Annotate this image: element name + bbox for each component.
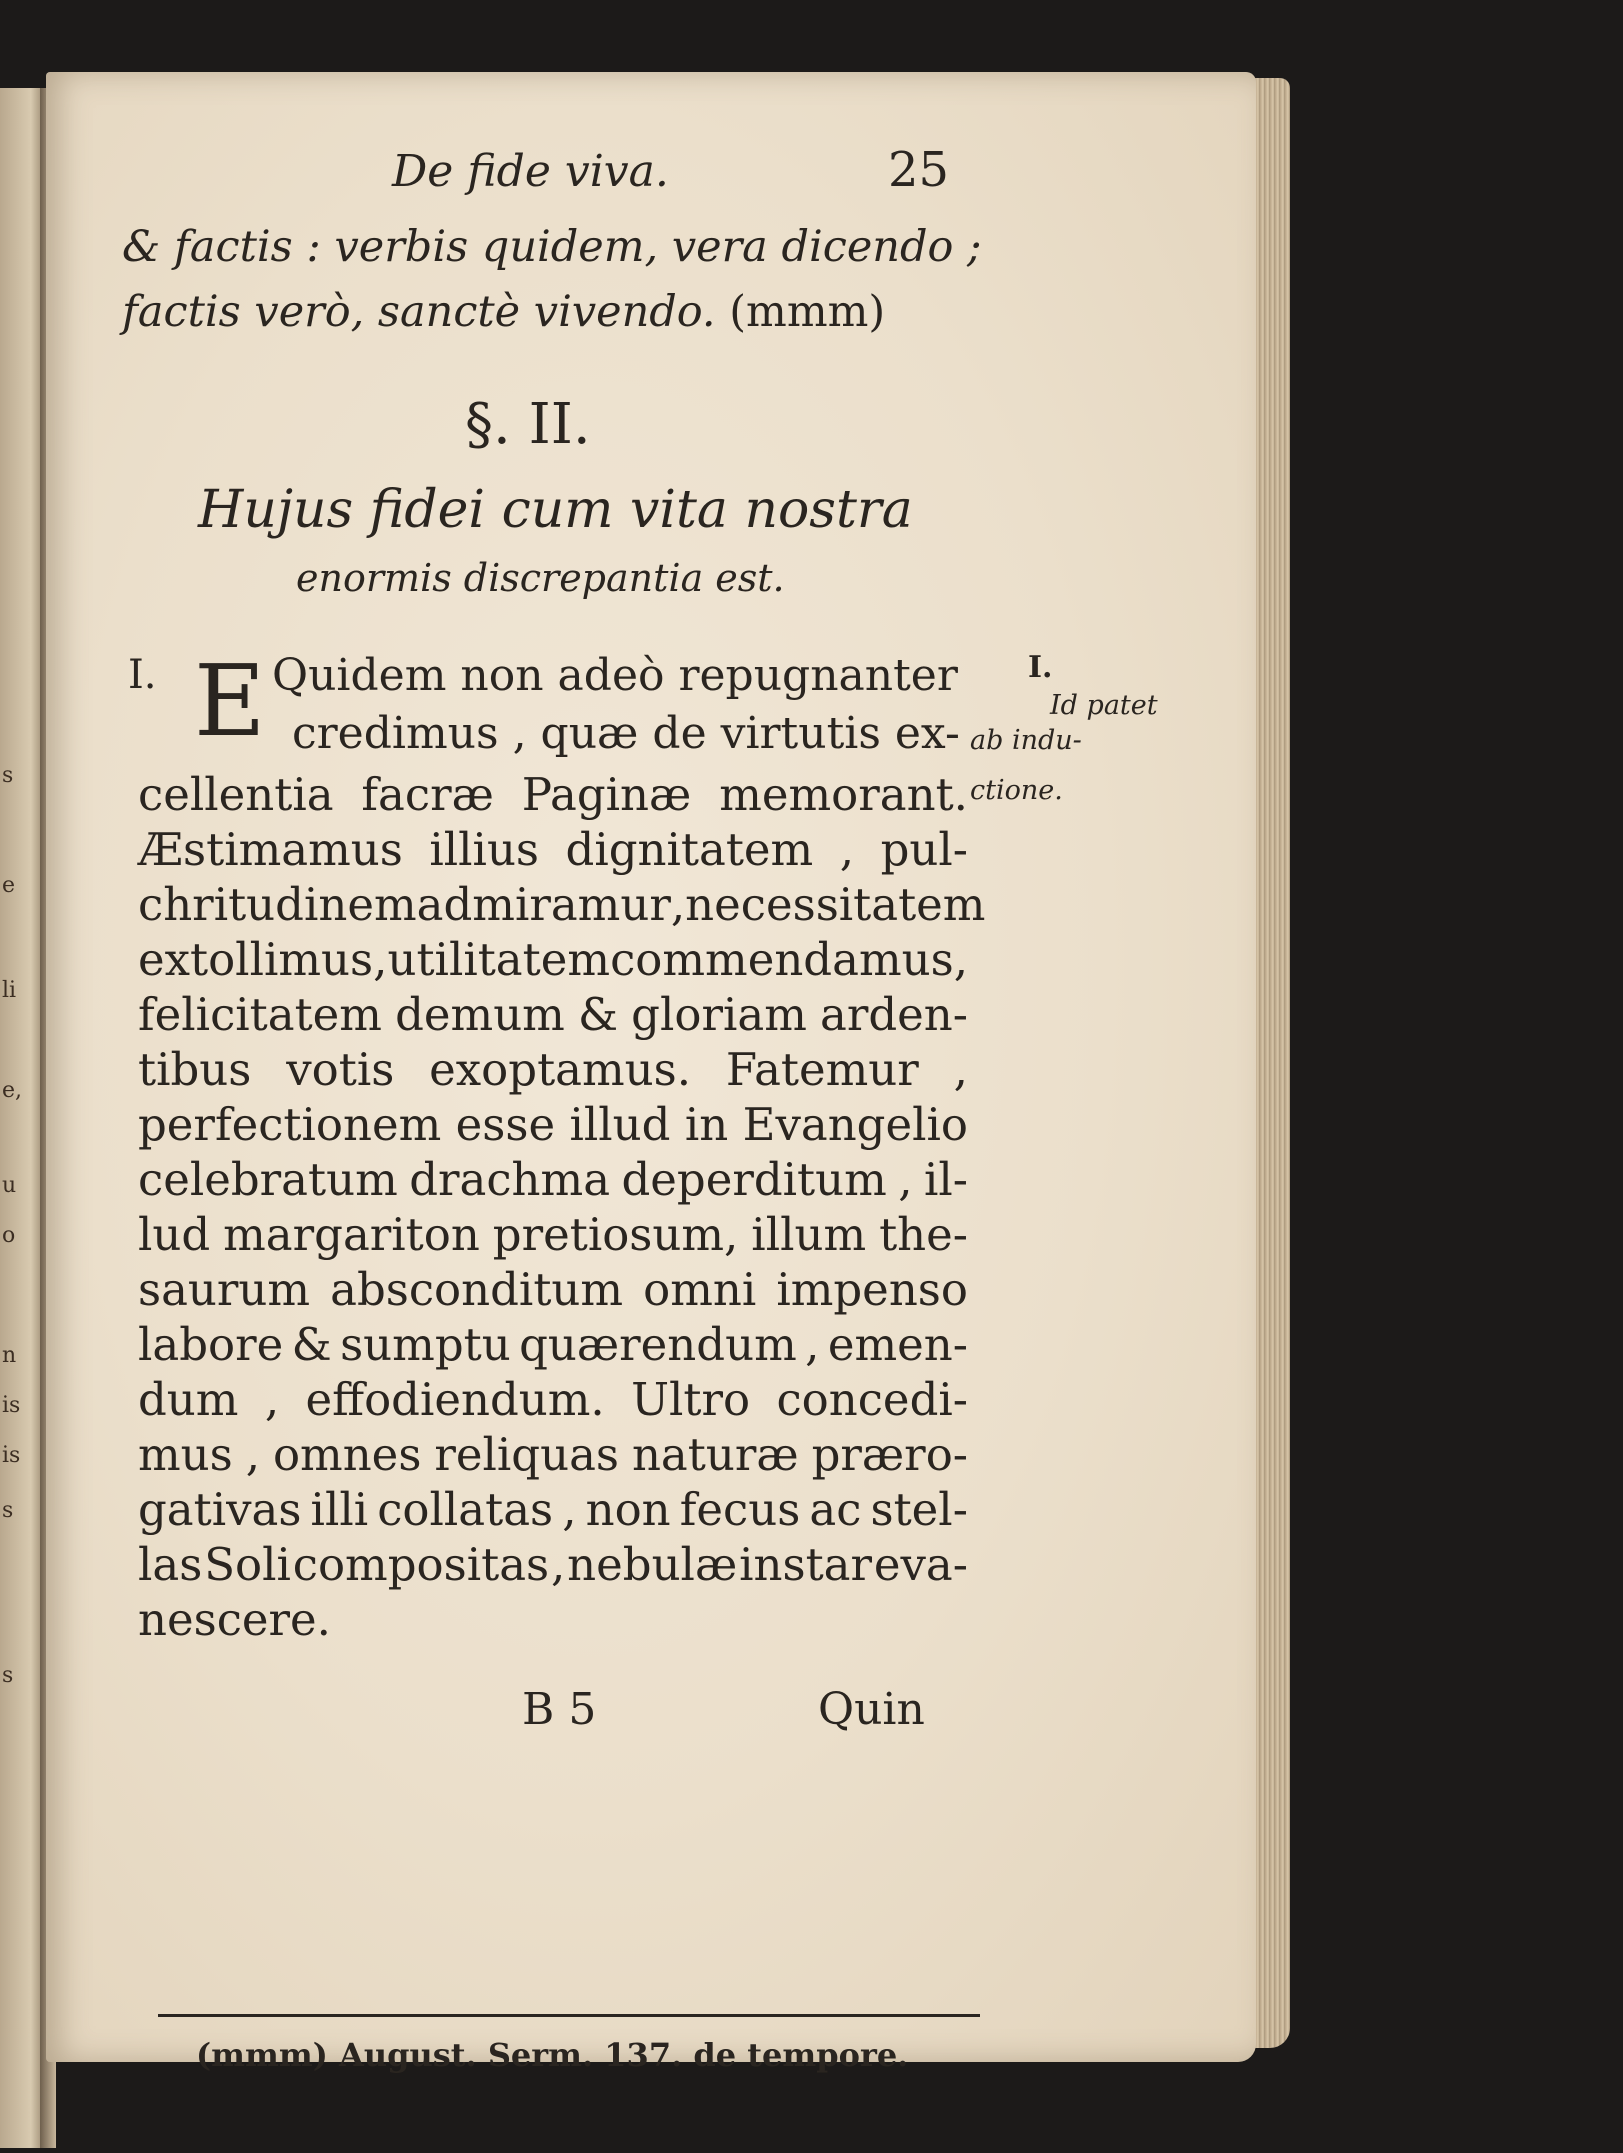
section-title: Hujus fidei cum vita nostra bbox=[198, 480, 913, 540]
left-page-fragment: li bbox=[2, 978, 17, 1003]
word: Soli bbox=[204, 1538, 291, 1591]
word: fecus bbox=[679, 1483, 801, 1536]
word: dignitatem bbox=[565, 823, 814, 876]
word: felicitatem bbox=[138, 988, 382, 1041]
signature-mark: B 5 bbox=[522, 1684, 597, 1735]
paragraph-line bbox=[138, 1098, 968, 1151]
catchword: Quin bbox=[818, 1684, 925, 1735]
word: perfectionem bbox=[138, 1098, 442, 1151]
word: quærendum bbox=[519, 1318, 797, 1371]
word: emen- bbox=[827, 1318, 968, 1371]
word: commendamus, bbox=[610, 933, 968, 986]
word: collatas bbox=[377, 1483, 554, 1536]
paragraph-line bbox=[138, 1153, 968, 1206]
word: , bbox=[670, 878, 686, 931]
word: pretiosum, bbox=[492, 1208, 739, 1261]
section-number: §. II. bbox=[465, 392, 591, 457]
word: votis bbox=[286, 1043, 395, 1096]
margin-note-number: I. bbox=[1028, 650, 1053, 685]
word: compositas bbox=[292, 1538, 550, 1591]
word: præro- bbox=[811, 1428, 968, 1481]
paragraph-line bbox=[138, 1593, 968, 1646]
page-number: 25 bbox=[888, 142, 950, 198]
word: lud bbox=[138, 1208, 211, 1261]
word: facræ bbox=[361, 768, 494, 821]
word: ac bbox=[809, 1483, 862, 1536]
word: saurum bbox=[138, 1263, 311, 1316]
word: illud bbox=[569, 1098, 671, 1151]
paragraph-line bbox=[138, 988, 968, 1041]
word: las bbox=[138, 1538, 203, 1591]
word: arden- bbox=[820, 988, 968, 1041]
paragraph-line bbox=[138, 768, 968, 821]
word: necessitatem bbox=[685, 878, 986, 931]
word: , bbox=[898, 1153, 913, 1206]
word: illum bbox=[751, 1208, 867, 1261]
word: gativas bbox=[138, 1483, 302, 1536]
footnote: (mmm) August. Serm. 137. de tempore. bbox=[196, 2036, 909, 2074]
word: impenso bbox=[776, 1263, 968, 1316]
opening-line-text: factis verò, sanctè vivendo. bbox=[122, 287, 716, 337]
paragraph-line bbox=[138, 1208, 968, 1261]
left-page-fragment: s bbox=[2, 1498, 14, 1523]
word: Paginæ bbox=[521, 768, 692, 821]
paragraph-line: credimus , quæ de virtutis ex- bbox=[292, 708, 960, 759]
word: exoptamus. bbox=[429, 1043, 692, 1096]
word: concedi- bbox=[776, 1373, 968, 1426]
margin-note-line: ctione. bbox=[970, 775, 1063, 806]
paragraph-line bbox=[138, 1538, 968, 1591]
word: margariton bbox=[223, 1208, 480, 1261]
word: Evangelio bbox=[742, 1098, 968, 1151]
paragraph-line: Quidem non adeò repugnanter bbox=[272, 650, 958, 701]
drop-cap: E bbox=[194, 645, 266, 759]
word: stel- bbox=[870, 1483, 968, 1536]
word: & bbox=[577, 988, 619, 1041]
section-subtitle: enormis discrepantia est. bbox=[296, 556, 785, 600]
word: , bbox=[550, 1538, 566, 1591]
left-page-fragment: u bbox=[2, 1173, 17, 1198]
word: pul- bbox=[880, 823, 968, 876]
word: drachma bbox=[409, 1153, 611, 1206]
word: in bbox=[684, 1098, 729, 1151]
opening-line: & factis : verbis quidem, vera dicendo ; bbox=[122, 222, 982, 272]
paragraph-line bbox=[138, 1483, 968, 1536]
word: dum bbox=[138, 1373, 239, 1426]
left-page-fragment: s bbox=[2, 1663, 14, 1688]
paragraph-line bbox=[138, 823, 968, 876]
word: labore bbox=[138, 1318, 284, 1371]
word: illius bbox=[429, 823, 540, 876]
word: deperditum bbox=[621, 1153, 887, 1206]
left-page-fragment: s bbox=[2, 763, 14, 788]
opening-line bbox=[122, 287, 885, 337]
word: naturæ bbox=[631, 1428, 799, 1481]
word: Æstimamus bbox=[138, 823, 403, 876]
word: absconditum bbox=[330, 1263, 624, 1316]
word: omni bbox=[643, 1263, 757, 1316]
left-page-fragment: is bbox=[2, 1393, 21, 1418]
left-page-fragment: n bbox=[2, 1343, 17, 1368]
word: non bbox=[585, 1483, 671, 1536]
word: il- bbox=[923, 1153, 968, 1206]
word: sumptu bbox=[340, 1318, 511, 1371]
word: , bbox=[264, 1373, 280, 1426]
paragraph-line bbox=[138, 1318, 968, 1371]
word: instar bbox=[739, 1538, 872, 1591]
margin-note-line: Id patet bbox=[1050, 690, 1158, 721]
word: Fatemur bbox=[725, 1043, 919, 1096]
word: demum bbox=[395, 988, 565, 1041]
word: nebulæ bbox=[567, 1538, 738, 1591]
word: cellentia bbox=[138, 768, 334, 821]
word: esse bbox=[455, 1098, 556, 1151]
left-page-fragment: o bbox=[2, 1223, 16, 1248]
word: , bbox=[839, 823, 855, 876]
word: mus bbox=[138, 1428, 233, 1481]
word: celebratum bbox=[138, 1153, 398, 1206]
paragraph-number: I. bbox=[128, 652, 157, 698]
word: , bbox=[562, 1483, 577, 1536]
word: reliquas bbox=[434, 1428, 619, 1481]
footnote-reference: (mmm) bbox=[729, 287, 886, 337]
word: gloriam bbox=[631, 988, 807, 1041]
word: , bbox=[373, 933, 388, 986]
left-page-fragment: e bbox=[2, 873, 16, 898]
previous-page-edge bbox=[0, 88, 44, 2148]
word: admiramur bbox=[416, 878, 671, 931]
word: Ultro bbox=[631, 1373, 751, 1426]
word: chritudinem bbox=[138, 878, 417, 931]
running-title: De fide viva. bbox=[392, 146, 669, 197]
paragraph-line bbox=[138, 1263, 968, 1316]
paragraph-line bbox=[138, 1043, 968, 1096]
margin-note-line: ab indu- bbox=[970, 725, 1082, 756]
paragraph-line bbox=[138, 1428, 968, 1481]
word: , bbox=[953, 1043, 968, 1096]
word: nescere. bbox=[138, 1593, 331, 1646]
word: utilitatem bbox=[387, 933, 611, 986]
word: tibus bbox=[138, 1043, 252, 1096]
word: , bbox=[805, 1318, 820, 1371]
word: omnes bbox=[272, 1428, 422, 1481]
word: effodiendum. bbox=[305, 1373, 605, 1426]
word: eva- bbox=[873, 1538, 968, 1591]
word: illi bbox=[310, 1483, 369, 1536]
word: the- bbox=[879, 1208, 968, 1261]
paragraph-line bbox=[138, 1373, 968, 1426]
word: & bbox=[291, 1318, 332, 1371]
word: memorant. bbox=[719, 768, 968, 821]
word: , bbox=[245, 1428, 260, 1481]
paragraph-line bbox=[138, 933, 968, 986]
paragraph-line bbox=[138, 878, 986, 931]
footnote-rule bbox=[158, 2014, 980, 2017]
left-page-fragment: e, bbox=[2, 1078, 23, 1103]
word: extollimus bbox=[138, 933, 374, 986]
left-page-fragment: is bbox=[2, 1443, 21, 1468]
